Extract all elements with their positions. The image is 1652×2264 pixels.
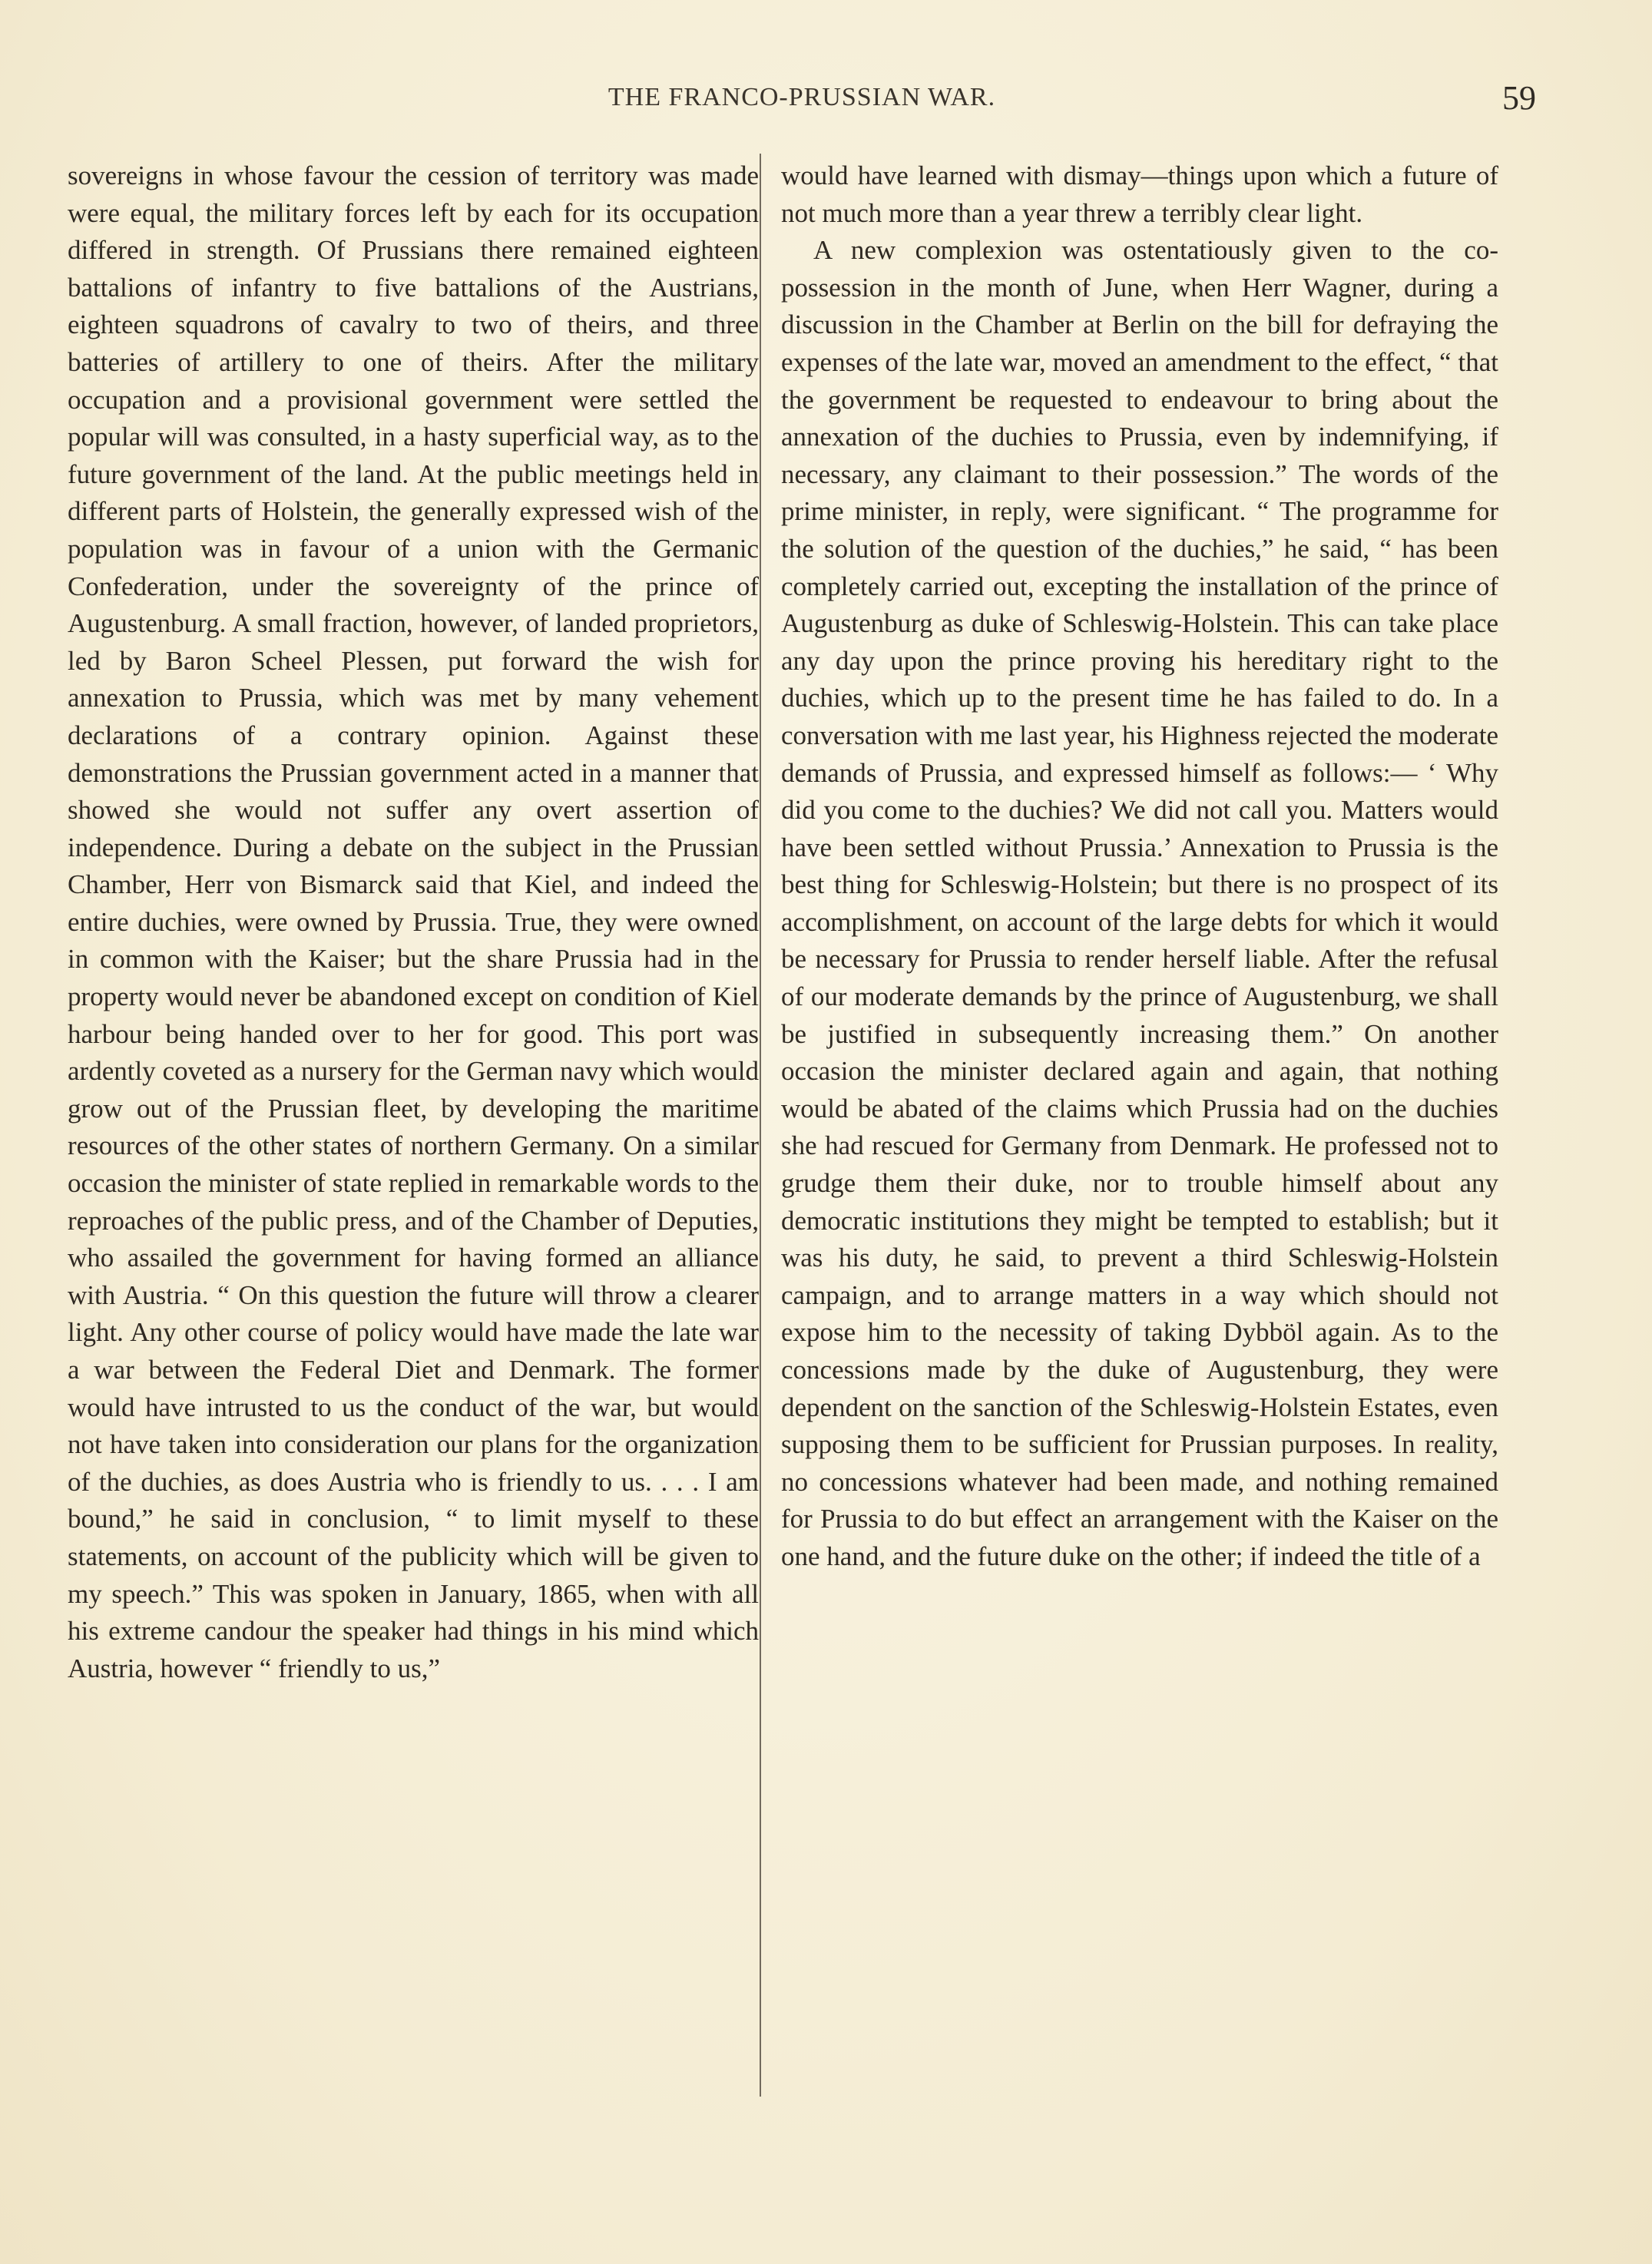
right-paragraph-2: A new complexion was ostentatiously given to the co-possession in the month of June, when Herr Wagner, during a discussion in the Chamber at Berlin on the bill for defraying the expenses of the late war, moved an amendment to the effect, “ that the government be requested to endeavour to bring about the annexation of the duchies to Prussia, even by indemnifying, if necessary, any claimant to their possession.” The words of the prime minister, in reply, were significant. “ The programme for the solution of the question of the duchies,” he said, “ has been completely carried out, excepting the installation of the prince of Augustenburg as duke of Schleswig-Holstein. This can take place any day upon the prince proving his hereditary right to the duchies, which up to the present time he has failed to do. In a conversation with me last year, his Highness rejected the moderate demands of Prussia, and expressed himself as follows:— ‘ Why did you come to the duchies? We did not call you. Matters would have been settled without Prussia.’ Annexation to Prussia is the best thing for Schleswig-Holstein; but there is no prospect of its accomplishment, on account of the large debts for which it would be necessary for Prussia to render herself liable. After the refusal of our moderate demands by the prince of Augustenburg, we shall be justified in subsequently increasing them.” On another occasion the minister declared again and again, that nothing would be abated of the claims which Prussia had on the duchies she had rescued for Germany from Denmark. He professed not to grudge them their duke, nor to trouble himself about any democratic institutions they might be tempted to establish; but it was his duty, he said, to prevent a third Schleswig-Holstein campaign, and to arrange matters in a way which should not expose him to the necessity of taking Dybböl again. As to the concessions made by the duke of Augustenburg, they were dependent on the sanction of the Schleswig-Holstein Estates, even supposing them to be sufficient for Prussian purposes. In reality, no concessions whatever had been made, and nothing remained for Prussia to do but effect an arrangement with the Kaiser on the one hand, and the future duke on the other; if indeed the title of a xyxy=(781,235,1498,1571)
page-header xyxy=(68,79,1536,129)
column-divider xyxy=(760,154,761,2097)
right-column xyxy=(781,157,1498,1576)
right-paragraph-1: would have learned with dismay—things upon which a future of not much more than a year threw a terribly clear light. xyxy=(781,161,1498,228)
left-column xyxy=(68,157,759,1687)
left-paragraph-1: sovereigns in whose favour the cession of territory was made were equal, the military forces left by each for its occupation differed in strength. Of Prussians there remained eighteen battalions of infantry to five battalions of the Austrians, eighteen squadrons of cavalry to two of theirs, and three batteries of artillery to one of theirs. After the military occupation and a provisional government were settled the popular will was consulted, in a hasty superficial way, as to the future government of the land. At the public meetings held in different parts of Holstein, the generally expressed wish of the population was in favour of a union with the Germanic Confederation, under the sovereignty of the prince of Augustenburg. A small fraction, however, of landed proprietors, led by Baron Scheel Plessen, put forward the wish for annexation to Prussia, which was met by many vehement declarations of a contrary opinion. Against these demonstrations the Prussian government acted in a manner that showed she would not suffer any overt assertion of independence. During a debate on the subject in the Prussian Chamber, Herr von Bismarck said that Kiel, and indeed the entire duchies, were owned by Prussia. True, they were owned in common with the Kaiser; but the share Prussia had in the property would never be abandoned except on condition of Kiel harbour being handed over to her for good. This port was ardently coveted as a nursery for the German navy which would grow out of the Prussian fleet, by developing the maritime resources of the other states of northern Germany. On a similar occasion the minister of state replied in remarkable words to the reproaches of the public press, and of the Chamber of Deputies, who assailed the government for having formed an alliance with Austria. “ On this question the future will throw a clearer light. Any other course of policy would have made the late war a war between the Federal Diet and Denmark. The former would have intrusted to us the conduct of the war, but would not have taken into consideration our plans for the organization of the duchies, as does Austria who is friendly to us. . . . I am bound,” he said in conclusion, “ to limit myself to these statements, on account of the publicity which will be given to my speech.” This was spoken in January, 1865, when with all his extreme candour the speaker had things in his mind which Austria, however “ friendly to us,” xyxy=(68,161,759,1683)
running-title: THE FRANCO-PRUSSIAN WAR. xyxy=(607,83,996,111)
page-number: 59 xyxy=(1502,79,1536,117)
